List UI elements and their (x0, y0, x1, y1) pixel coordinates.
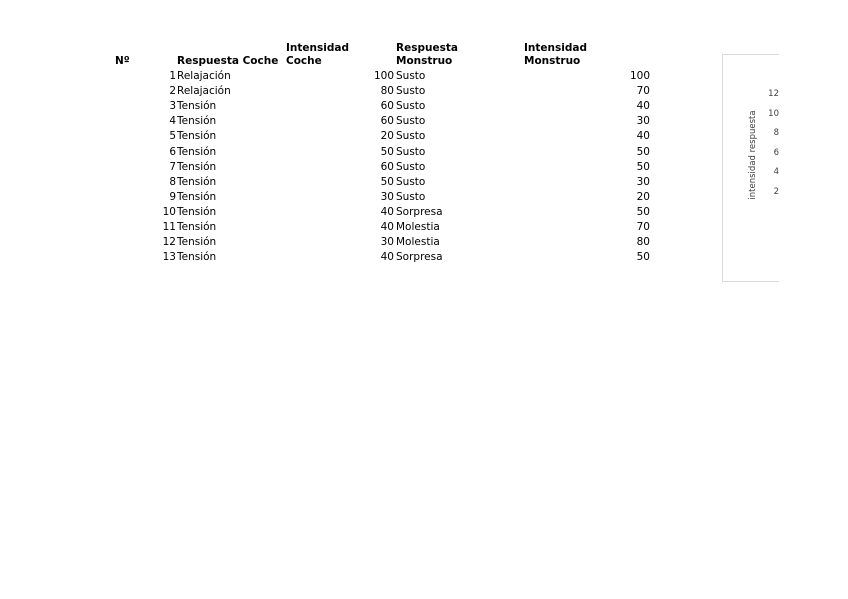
cell-n: 8 (169, 176, 176, 188)
cell-n: 3 (169, 100, 176, 112)
cell-intensidad-coche: 40 (380, 251, 394, 263)
cell-respuesta-monstruo: Susto (396, 100, 426, 112)
cell-n: 10 (162, 206, 176, 218)
cell-n: 1 (169, 70, 176, 82)
cell-n: 12 (162, 236, 176, 248)
cell-respuesta-coche: Tensión (177, 100, 217, 112)
chart-y-tick-label: 10 (768, 109, 779, 119)
cell-respuesta-monstruo: Susto (396, 130, 426, 142)
cell-intensidad-monstruo: 50 (636, 251, 650, 263)
cell-intensidad-monstruo: 70 (636, 221, 650, 233)
cell-intensidad-monstruo: 30 (636, 176, 650, 188)
cell-intensidad-monstruo: 20 (636, 191, 650, 203)
cell-n: 13 (162, 251, 176, 263)
header-intensidad-coche: Intensidad Coche (286, 42, 349, 67)
cell-respuesta-monstruo: Susto (396, 176, 426, 188)
cell-intensidad-coche: 50 (380, 146, 394, 158)
cell-respuesta-monstruo: Susto (396, 115, 426, 127)
cell-n: 7 (169, 161, 176, 173)
header-n: Nº (115, 55, 130, 67)
chart-y-tick-label: 2 (773, 187, 779, 197)
cell-intensidad-monstruo: 30 (636, 115, 650, 127)
cell-intensidad-coche: 100 (373, 70, 394, 82)
cell-respuesta-monstruo: Sorpresa (396, 251, 443, 263)
cell-n: 5 (169, 130, 176, 142)
cell-n: 6 (169, 146, 176, 158)
chart-y-axis-label: intensidad respuesta (748, 110, 758, 200)
cell-respuesta-coche: Tensión (177, 176, 217, 188)
cell-respuesta-monstruo: Susto (396, 191, 426, 203)
cell-respuesta-coche: Tensión (177, 130, 217, 142)
cell-intensidad-coche: 50 (380, 176, 394, 188)
cell-intensidad-coche: 20 (380, 130, 394, 142)
cell-respuesta-coche: Tensión (177, 191, 217, 203)
chart-area (722, 54, 779, 282)
cell-intensidad-coche: 30 (380, 236, 394, 248)
cell-respuesta-coche: Tensión (177, 146, 217, 158)
cell-intensidad-monstruo: 40 (636, 130, 650, 142)
cell-intensidad-monstruo: 100 (629, 70, 650, 82)
chart-y-tick-label: 4 (773, 167, 779, 177)
cell-intensidad-monstruo: 50 (636, 161, 650, 173)
cell-intensidad-coche: 40 (380, 221, 394, 233)
cell-n: 2 (169, 85, 176, 97)
cell-respuesta-coche: Tensión (177, 236, 217, 248)
cell-respuesta-monstruo: Susto (396, 146, 426, 158)
cell-respuesta-coche: Tensión (177, 206, 217, 218)
chart-y-tick-label: 12 (768, 89, 779, 99)
cell-respuesta-monstruo: Sorpresa (396, 206, 443, 218)
cell-respuesta-coche: Relajación (177, 70, 231, 82)
cell-intensidad-monstruo: 70 (636, 85, 650, 97)
cell-intensidad-monstruo: 50 (636, 146, 650, 158)
cell-respuesta-coche: Tensión (177, 251, 217, 263)
cell-respuesta-monstruo: Molestia (396, 236, 440, 248)
header-respuesta-coche: Respuesta Coche (177, 55, 279, 67)
cell-respuesta-coche: Tensión (177, 161, 217, 173)
cell-intensidad-coche: 40 (380, 206, 394, 218)
cell-intensidad-coche: 30 (380, 191, 394, 203)
cell-n: 9 (169, 191, 176, 203)
cell-n: 4 (169, 115, 176, 127)
header-respuesta-monstruo: Respuesta Monstruo (396, 42, 458, 67)
cell-respuesta-monstruo: Molestia (396, 221, 440, 233)
cell-intensidad-coche: 80 (380, 85, 394, 97)
cell-intensidad-coche: 60 (380, 115, 394, 127)
cell-respuesta-monstruo: Susto (396, 85, 426, 97)
chart-y-tick-label: 8 (773, 128, 779, 138)
cell-n: 11 (162, 221, 176, 233)
cell-intensidad-monstruo: 50 (636, 206, 650, 218)
cell-respuesta-coche: Tensión (177, 221, 217, 233)
cell-intensidad-monstruo: 40 (636, 100, 650, 112)
cell-respuesta-monstruo: Susto (396, 161, 426, 173)
cell-intensidad-coche: 60 (380, 161, 394, 173)
chart-y-tick-label: 6 (773, 148, 779, 158)
header-intensidad-monstruo: Intensidad Monstruo (524, 42, 587, 67)
cell-respuesta-coche: Relajación (177, 85, 231, 97)
cell-intensidad-coche: 60 (380, 100, 394, 112)
cell-respuesta-coche: Tensión (177, 115, 217, 127)
cell-intensidad-monstruo: 80 (636, 236, 650, 248)
cell-respuesta-monstruo: Susto (396, 70, 426, 82)
